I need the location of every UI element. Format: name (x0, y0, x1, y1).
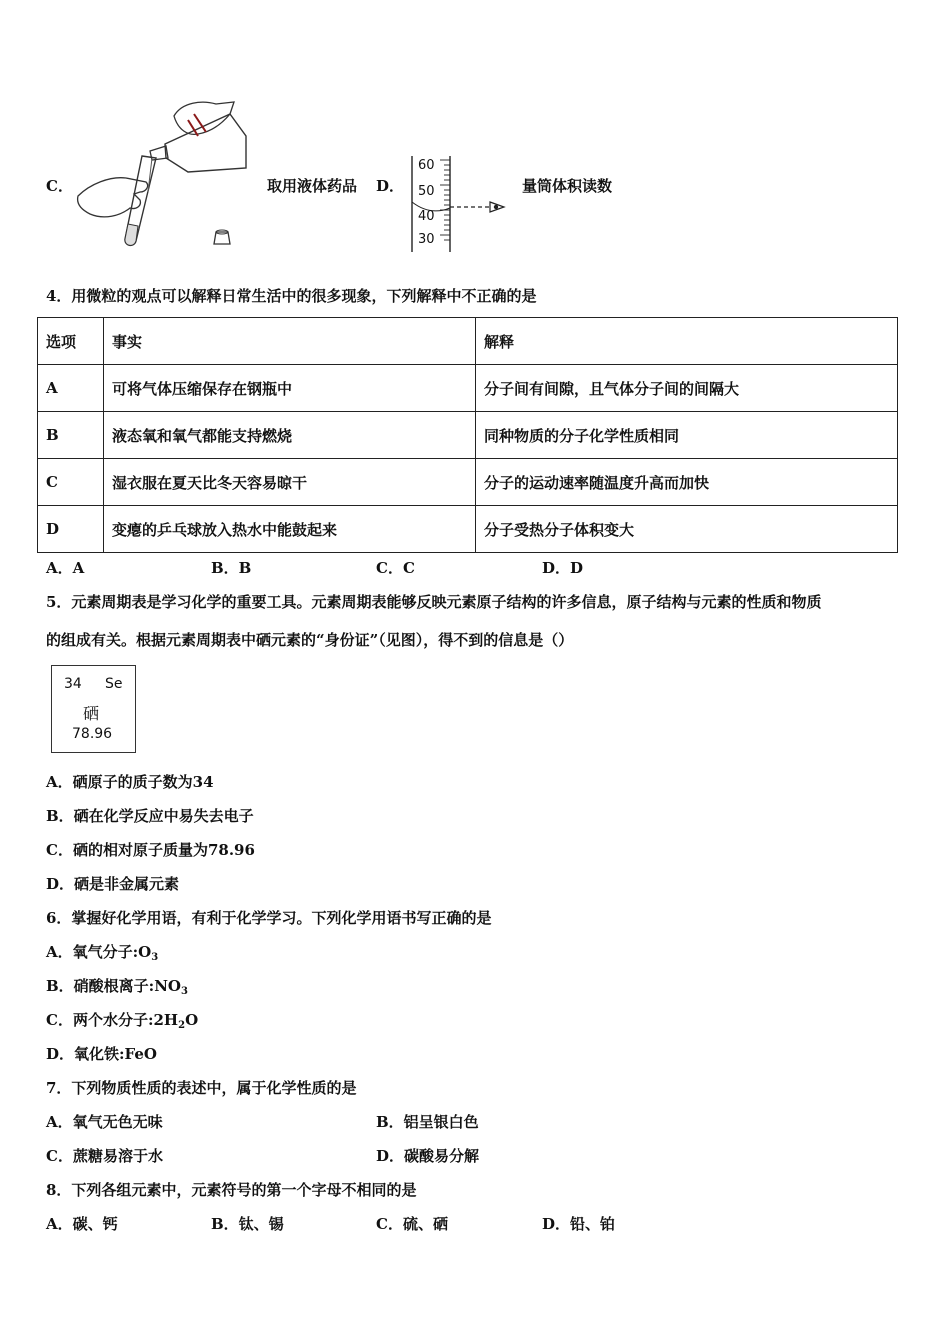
q7-option-c: C．蔗糖易溶于水 (46, 1147, 163, 1165)
table-cell: 分子间有间隙，且气体分子间的间隔大 (476, 365, 898, 412)
table-cell: 同种物质的分子化学性质相同 (476, 412, 898, 459)
q5-stem-line1: 5．元素周期表是学习化学的重要工具。元素周期表能够反映元素原子结构的许多信息，原子结构与元素的性质和物质 (46, 593, 822, 611)
cylinder-tick-60: 60 (418, 158, 435, 173)
graduated-cylinder-illustration (408, 156, 508, 254)
q6-option-b: B．硝酸根离子$:NO_3$ (46, 977, 188, 997)
table-row (38, 506, 898, 553)
q6-option-d: D．氧化铁:FeO (46, 1045, 157, 1063)
cylinder-tick-40: 40 (418, 209, 435, 224)
table-cell: C (38, 459, 104, 506)
q6-option-a: A．氧气分子$:O_3$ (46, 943, 159, 963)
table-header-cell: 事实 (104, 318, 476, 365)
pouring-liquid-illustration (70, 96, 250, 252)
table-row (38, 365, 898, 412)
table-row (38, 412, 898, 459)
q3-option-d-letter: D． (376, 177, 405, 195)
cylinder-tick-50: 50 (418, 184, 435, 199)
q4-option-c: C．C (376, 559, 415, 577)
table-cell: A (38, 365, 104, 412)
element-symbol: Se (105, 676, 123, 692)
table-row (38, 459, 898, 506)
table-cell: 变瘪的乒乓球放入热水中能鼓起来 (104, 506, 476, 553)
table-header-cell: 解释 (476, 318, 898, 365)
table-header-row (38, 318, 898, 365)
q5-option-c: C．硒的相对原子质量为78.96 (46, 841, 255, 859)
q7-stem: 7．下列物质性质的表述中，属于化学性质的是 (46, 1079, 357, 1097)
table-header-cell: 选项 (38, 318, 104, 365)
q6-stem: 6．掌握好化学用语，有利于化学学习。下列化学用语书写正确的是 (46, 909, 492, 927)
q5-option-d: D．硒是非金属元素 (46, 875, 180, 893)
q8-option-a: A．碳、钙 (46, 1215, 118, 1233)
q4-table (37, 317, 898, 553)
q8-stem: 8．下列各组元素中，元素符号的第一个字母不相同的是 (46, 1181, 417, 1199)
q7-option-b: B．铝呈银白色 (376, 1113, 479, 1131)
q5-option-a: A．硒原子的质子数为34 (46, 773, 214, 791)
q5-stem-line2: 的组成有关。根据元素周期表中硒元素的“身份证”（见图），得不到的信息是（） (46, 631, 574, 649)
q3-option-c-letter: C． (46, 177, 73, 195)
table-cell: D (38, 506, 104, 553)
element-atomic-mass: 78.96 (72, 726, 113, 742)
table-cell: 可将气体压缩保存在钢瓶中 (104, 365, 476, 412)
q3-option-c-caption: 取用液体药品 (267, 177, 358, 195)
element-name: 硒 (83, 704, 100, 723)
q7-option-a: A．氧气无色无味 (46, 1113, 163, 1131)
q4-option-d: D．D (542, 559, 584, 577)
q4-option-a: A．A (46, 559, 85, 577)
table-cell: B (38, 412, 104, 459)
table-cell: 分子受热分子体积变大 (476, 506, 898, 553)
table-cell: 液态氧和氧气都能支持燃烧 (104, 412, 476, 459)
q3-option-d-caption: 量筒体积读数 (522, 177, 613, 195)
cylinder-tick-30: 30 (418, 232, 435, 247)
q7-option-d: D．碳酸易分解 (376, 1147, 480, 1165)
q8-option-d: D．铅、铂 (542, 1215, 616, 1233)
element-card-selenium (51, 665, 136, 753)
table-cell: 分子的运动速率随温度升高而加快 (476, 459, 898, 506)
element-atomic-number: 34 (64, 676, 82, 692)
q6-option-c: C．两个水分子$:2H_2O$ (46, 1011, 199, 1031)
q8-option-c: C．硫、硒 (376, 1215, 448, 1233)
q4-option-b: B．B (211, 559, 252, 577)
q5-option-b: B．硒在化学反应中易失去电子 (46, 807, 254, 825)
q4-stem: 4．用微粒的观点可以解释日常生活中的很多现象，下列解释中不正确的是 (46, 287, 537, 305)
q8-option-b: B．钛、锡 (211, 1215, 284, 1233)
table-cell: 湿衣服在夏天比冬天容易晾干 (104, 459, 476, 506)
